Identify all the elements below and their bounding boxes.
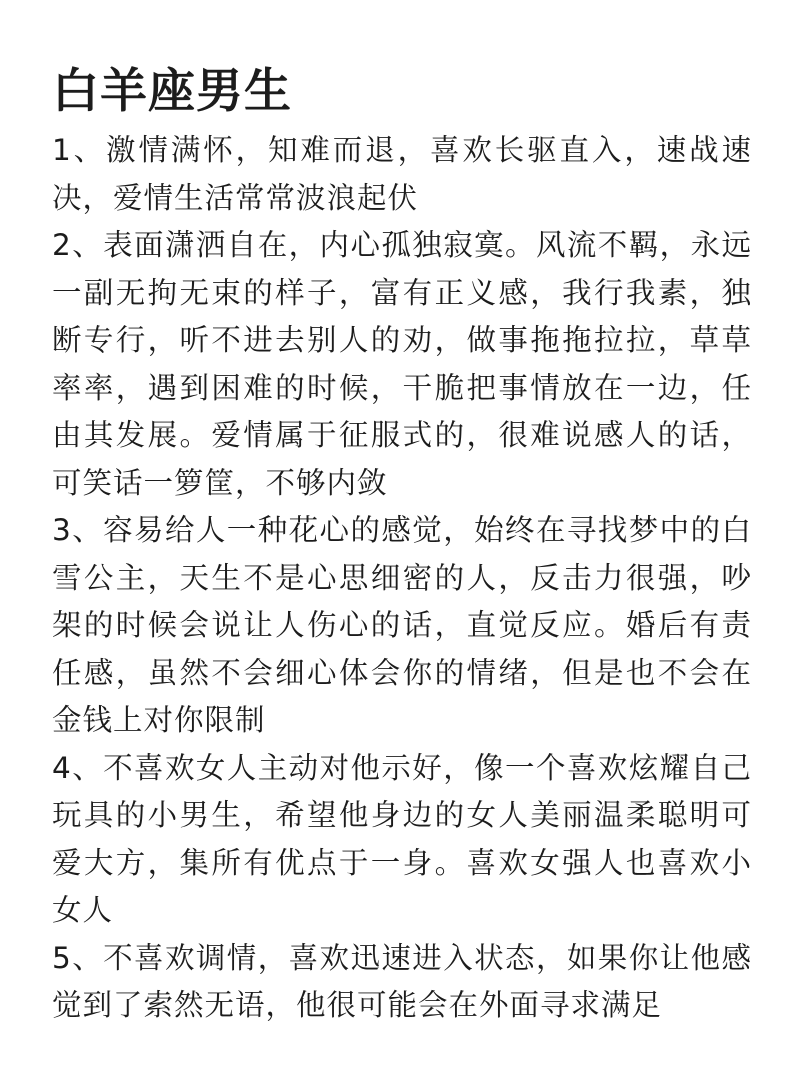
item-list bbox=[52, 127, 752, 1030]
page-title: 白羊座男生 bbox=[52, 64, 292, 119]
list-item: 4、不喜欢女人主动对他示好，像一个喜欢炫耀自己玩具的小男生，希望他身边的女人美丽温柔聪明可爱大方，集所有优点于一身。喜欢女强人也喜欢小女人 bbox=[52, 750, 752, 927]
article bbox=[52, 62, 752, 1030]
list-item: 1、激情满怀，知难而退，喜欢长驱直入，速战速决，爱情生活常常波浪起伏 bbox=[52, 133, 752, 215]
list-item: 2、表面潇洒自在，内心孤独寂寞。风流不羁，永远一副无拘无束的样子，富有正义感，我行我素，独断专行，听不进去别人的劝，做事拖拖拉拉，草草率率，遇到困难的时候，干脆把事情放在一边，任由其发展。爱情属于征服式的，很难说感人的话，可笑话一箩筐，不够内敛 bbox=[52, 228, 752, 500]
list-item: 5、不喜欢调情，喜欢迅速进入状态，如果你让他感觉到了索然无语，他很可能会在外面寻求满足 bbox=[52, 940, 752, 1022]
list-item: 3、容易给人一种花心的感觉，始终在寻找梦中的白雪公主，天生不是心思细密的人，反击力很强，吵架的时候会说让人伤心的话，直觉反应。婚后有责任感，虽然不会细心体会你的情绪，但是也不会在金钱上对你限制 bbox=[52, 513, 752, 737]
